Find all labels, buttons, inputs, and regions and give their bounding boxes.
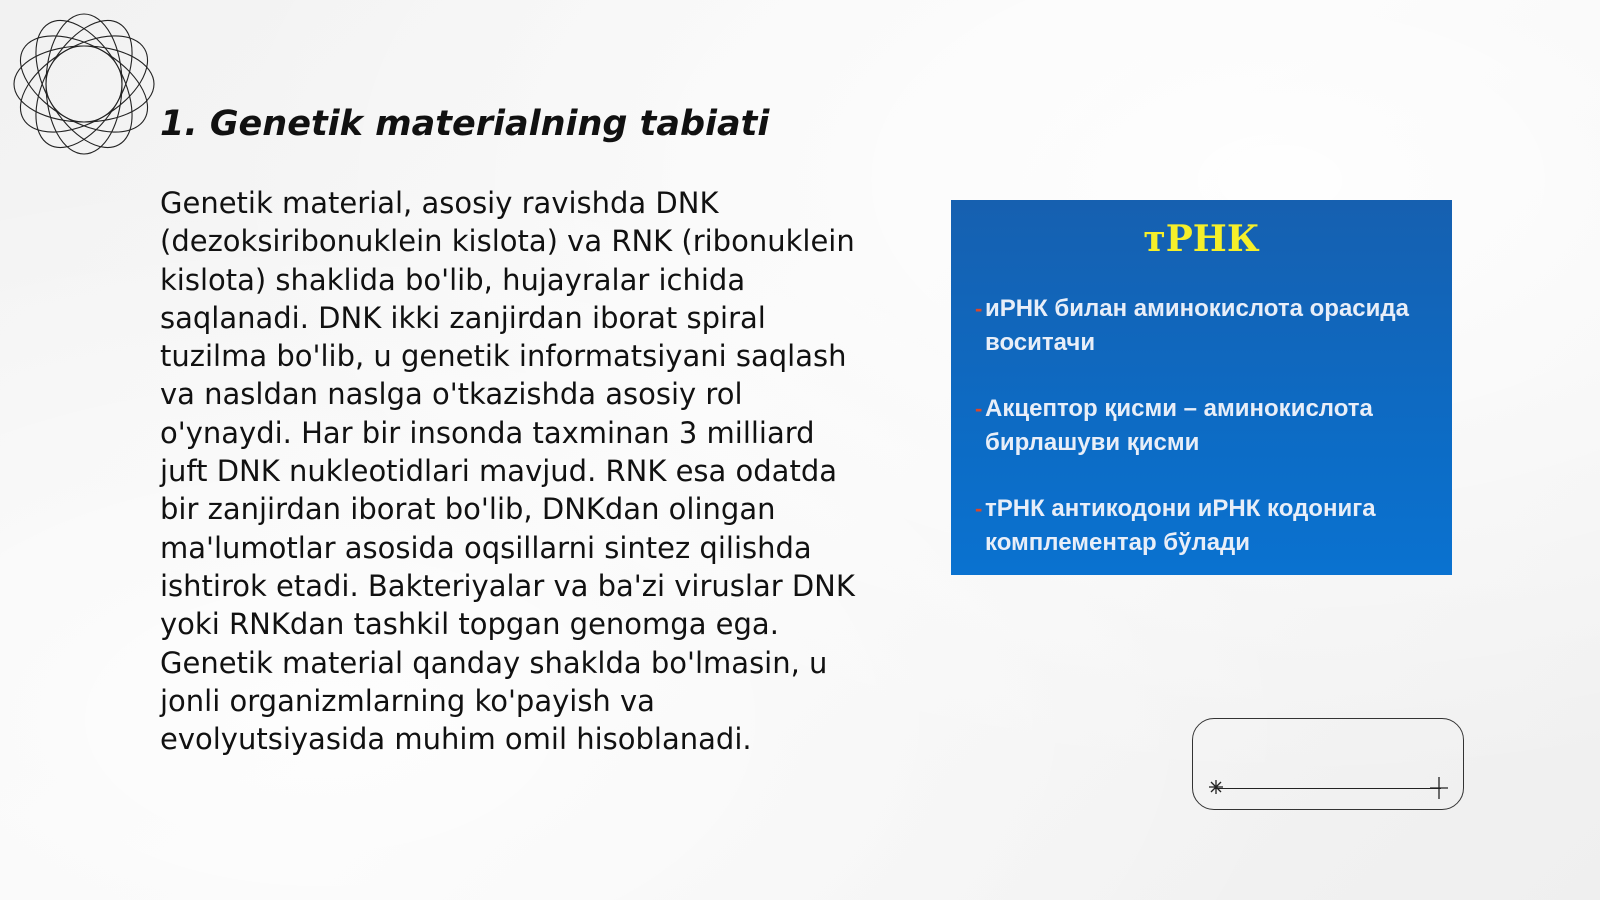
decorative-rounded-frame <box>1192 718 1464 810</box>
slide-body-text: Genetik material, asosiy ravishda DNK (dezoksiribonuklein kislota) va RNK (ribonuklein kislota) shaklida bo'lib, hujayralar ichida saqlanadi. DNK ikki zanjirdan iborat spiral tuzilma bo'lib, u genetik informatsiyani saqlash va nasldan naslga o'tkazishda asosiy rol o'ynaydi. Har bir insonda taxminan 3 milliard juft DNK nukleotidlari mavjud. RNK esa odatda bir zanjirdan iborat bo'lib, DNKdan olingan ma'lumotlar asosida oqsillarni sintez qilishda ishtirok etadi. Bakteriyalar va ba'zi viruslar DNK yoki RNKdan tashkil topgan genomga ega. Genetik material qanday shaklda bo'lmasin, u jonli organizmlarning ko'payish va evolyutsiyasida muhim omil hisoblanadi. <box>160 186 855 757</box>
plus-star-icon <box>1428 776 1450 800</box>
bullet-icon: - <box>975 396 983 421</box>
spirograph-logo-icon <box>10 10 158 158</box>
trna-point-3 <box>975 492 1445 560</box>
trna-image-box <box>951 200 1452 575</box>
slide-title: 1. Genetik materialning tabiati <box>160 104 770 144</box>
sparkle-icon <box>1207 778 1225 796</box>
bullet-icon: - <box>975 296 983 321</box>
trna-point-1 <box>975 292 1445 360</box>
bullet-icon: - <box>975 496 983 521</box>
trna-point-2 <box>975 392 1445 460</box>
trna-point-2-text: Акцептор қисми – аминокислота бирлашуви қисми <box>985 395 1373 456</box>
decorative-line <box>1215 788 1441 789</box>
trna-point-3-text: тРНК антикодони иРНК кодонига комплементар бўлади <box>985 495 1376 556</box>
trna-point-1-text: иРНК билан аминокислота орасида воситачи <box>985 295 1409 356</box>
trna-title: тРНК <box>1143 218 1260 260</box>
